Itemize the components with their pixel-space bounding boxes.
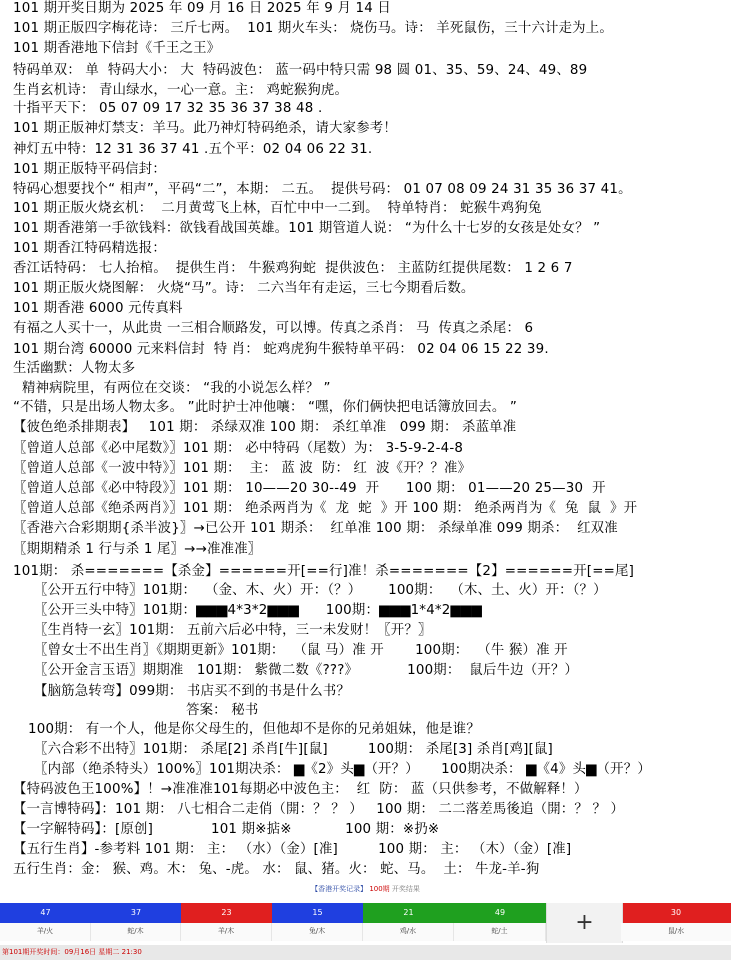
ball-number: 37 (91, 903, 181, 923)
ball-number: 15 (272, 903, 363, 923)
ball-label: 鸡/水 (363, 923, 454, 941)
text-line: 101 期正版火烧图解： 火烧“马”。诗： 二六当年有走运，三七今期看后数。 (13, 281, 475, 296)
ball-label: 兔/木 (272, 923, 363, 941)
text-line: 【脑筋急转弯】099期： 书店买不到的书是什么书？ (34, 684, 351, 699)
text-line: 生肖玄机诗： 青山绿水，一心一意。主： 鸡蛇猴狗虎。 (13, 83, 349, 98)
text-line: 神灯五中特：12 31 36 37 41 .五个平：02 04 06 22 31. (13, 142, 373, 157)
text-line: 〖曾女士不出生肖〗《期期更新》101期： （鼠 马）准 开 100期： （牛 猴）准 开 (34, 643, 568, 658)
text-line: 特码心想要找个“ 相声”，平码“二”，本期： 二五。 提供号码： 01 07 08 09 24 31 35 36 37 41。 (13, 182, 632, 197)
text-line: 〖公开五行中特〗101期： （金、木、火）开：（？） 100期： （木、土、火）开：（？） (34, 583, 607, 598)
text-line: 有福之人买十一，从此贵 一三相合顺路发，可以博。传真之杀肖： 马 传真之杀尾： 6 (13, 321, 534, 336)
draw-time-text: 第101期开奖时间：09月16日 星期二 21:30 (2, 948, 142, 956)
ball-number: 49 (454, 903, 546, 923)
text-line: 〖曾道人总部《必中尾数》〗101 期： 必中特码（尾数）为： 3-5-9-2-4-8 (13, 441, 464, 456)
result-bar-title-prefix: 【香港开奖记录】 (311, 885, 368, 893)
result-bar-title-period: 100期 (369, 885, 390, 893)
ball-number: 47 (0, 903, 91, 923)
text-line: 〖生肖特一玄〗101期： 五前六后必中特，三一未发财！〖开？〗 (34, 623, 432, 638)
text-line: 101 期香江特码精选报： (13, 241, 166, 256)
footer-bar (0, 945, 731, 960)
text-line: 101 期正版神灯禁支：羊马。此乃神灯特码绝杀，请大家参考！ (13, 121, 397, 136)
ball-label: 羊/火 (0, 923, 91, 941)
text-line: 【特码波色王100%】！→准准准101每期必中波色主： 红 防： 蓝（只供参考，不做解释！） (13, 782, 588, 797)
text-line: 生活幽默：人物太多 (13, 361, 136, 376)
text-line: 特码单双： 单 特码大小： 大 特码波色： 蓝一码中特只需 98 圆 01、35、59、24、49、89 (13, 63, 588, 78)
ball-number: 23 (181, 903, 272, 923)
text-line: 〖曾道人总部《绝杀两肖》〗101 期： 绝杀两肖为《 龙 蛇 》开 100 期： 绝杀两肖为《 兔 鼠 》开 (13, 501, 638, 516)
text-line: 香江话特码： 七人抬棺。 提供生肖： 牛猴鸡狗蛇 提供波色： 主蓝防红提供尾数： 1 2 6 7 (13, 261, 573, 276)
text-line: 101 期开奖日期为 2025 年 09 月 16 日 2025 年 9 月 14 日 (13, 1, 391, 16)
text-line: 〖曾道人总部《必中特段》〗101 期： 10——20 30--49 开 100 期： 01——20 25—30 开 (13, 481, 606, 496)
text-line: 101 期香港地下信封《千王之王》 (13, 41, 221, 56)
ball-number: 21 (363, 903, 454, 923)
text-line: 〖公开金言玉语〗期期准 101期： 紫微二数《???》 100期： 鼠后牛边（开？） (34, 663, 579, 678)
text-line: 〖公开三头中特〗101期：▆▆▆4*3*2▆▆▆ 100期：▆▆▆1*4*2▆▆▆ (34, 603, 483, 618)
result-bar-title[interactable] (0, 884, 731, 894)
plus-icon: + (546, 903, 623, 943)
text-line: 【一字解特码】：[原创] 101 期※掂※ 100 期：※扔※ (13, 822, 440, 837)
text-line: 101 期台湾 60000 元来料信封 特 肖： 蛇鸡虎狗牛猴特单平码： 02 04 06 15 22 39. (13, 342, 549, 357)
text-line: 答案： 秘书 (186, 703, 259, 718)
result-bar-title-suffix: 开奖结果 (391, 885, 420, 893)
text-line: 〖曾道人总部《一波中特》〗101 期： 主： 蓝 波 防： 红 波《开？？准》 (13, 461, 472, 476)
text-line: 〖期期精杀 1 行与杀 1 尾〗→→准准准〗 (13, 542, 262, 557)
ball-label: 蛇/木 (91, 923, 181, 941)
text-line: 〖六合彩不出特〗101期： 杀尾[2] 杀肖[牛][鼠] 100期： 杀尾[3] 杀肖[鸡][鼠] (34, 742, 553, 757)
text-line: 101 期正版四字梅花诗： 三斤七两。 101 期火车头： 烧伤马。诗： 羊死鼠伤，三十六计走为上。 (13, 21, 613, 36)
text-line: 101 期正版特平码信封： (13, 162, 166, 177)
text-line: 〖内部（绝杀特头）100%〗101期决杀： ▆《2》头▆（开？） 100期决杀： ▆《4》头▆（开？） (34, 762, 651, 777)
text-line: 【五行生肖】-参考料 101 期： 主： （水）（金）[准] 100 期： 主： （木）（金）[准] (13, 842, 572, 857)
ball-label: 鼠/水 (621, 923, 731, 941)
text-line: 【彼色绝杀排期表】 101 期： 杀绿双准 100 期： 杀红单准 099 期： 杀蓝单准 (13, 420, 517, 435)
text-line: 101 期正版火烧玄机： 二月黄莺飞上林，百忙中中一二到。 特单特肖： 蛇猴牛鸡狗兔 (13, 201, 542, 216)
text-line: 【一言博特码】：101 期： 八七相合二走俏（開：？ ？ ） 100 期： 二二落差馬後追（開：？ ？ ） (13, 802, 625, 817)
text-line: 〖香港六合彩期期{杀半波}〗→已公开 101 期杀： 红单准 100 期： 杀绿单准 099 期杀： 红双准 (13, 521, 618, 536)
text-line: 精神病院里，有两位在交谈： “我的小说怎么样？ ” (22, 381, 331, 396)
text-line: 101 期香港 6000 元传真料 (13, 301, 183, 316)
text-line: 101期： 杀=======【杀金】======开[==行]准！杀=======【2】======开[==尾] (13, 564, 635, 579)
result-labels (0, 923, 731, 941)
ball-number: 30 (621, 903, 731, 923)
text-line: 101 期香港第一手欲钱料：欲钱看战国英雄。101 期管道人说： “为什么十七岁的女孩是处女？ ” (13, 221, 601, 236)
text-line: “不错，只是出场人物太多。 ”此时护士冲他嚷： “嘿，你们俩快把电话簿放回去。 ” (13, 400, 517, 415)
text-line: 十指平天下： 05 07 09 17 32 35 36 37 38 48 . (13, 101, 323, 116)
text-line: 100期： 有一个人，他是你父母生的，但他却不是你的兄弟姐妹，他是谁？ (28, 722, 480, 737)
text-line: 五行生肖：金： 猴、鸡。木： 兔、-虎。 水： 鼠、猪。火： 蛇、马。 土： 牛龙-羊-狗 (13, 862, 540, 877)
ball-label: 蛇/土 (454, 923, 546, 941)
ball-label: 羊/木 (181, 923, 272, 941)
